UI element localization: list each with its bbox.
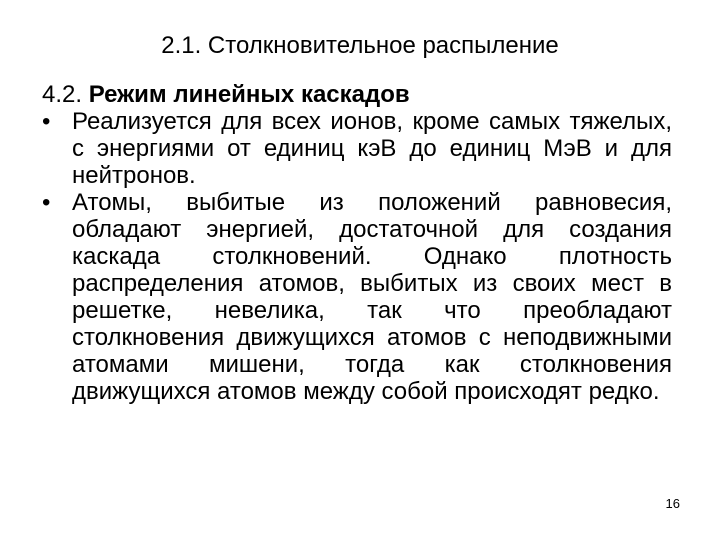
bullet-icon: • bbox=[42, 189, 51, 216]
bullet-text-1: Реализуется для всех ионов, кроме самых тяжелых, с энергиями от единиц кэВ до единиц МэВ и для нейтронов. bbox=[72, 108, 672, 189]
bullet-list bbox=[42, 108, 672, 405]
bullet-text-2: Атомы, выбитые из положений равновесия, обладают энергией, достаточной для создания каскада столкновений. Однако плотность распределения атомов, выбитых из своих мест в решетке, невелика, так что преобладают столкновения движущихся атомов с неподвижными атомами мишени, тогда как столкновения движущихся атомов между собой происходят редко. bbox=[72, 189, 672, 405]
bullet-item-2 bbox=[42, 189, 672, 405]
slide-title: 2.1. Столкновительное распыление bbox=[161, 32, 559, 59]
section-heading-text: Режим линейных каскадов bbox=[88, 81, 410, 108]
bullet-icon: • bbox=[42, 108, 51, 135]
bullet-item-1 bbox=[42, 108, 672, 189]
page-number: 16 bbox=[665, 496, 680, 511]
section-number: 4.2. bbox=[42, 81, 89, 108]
section-heading bbox=[42, 81, 672, 108]
slide-content bbox=[42, 81, 672, 405]
